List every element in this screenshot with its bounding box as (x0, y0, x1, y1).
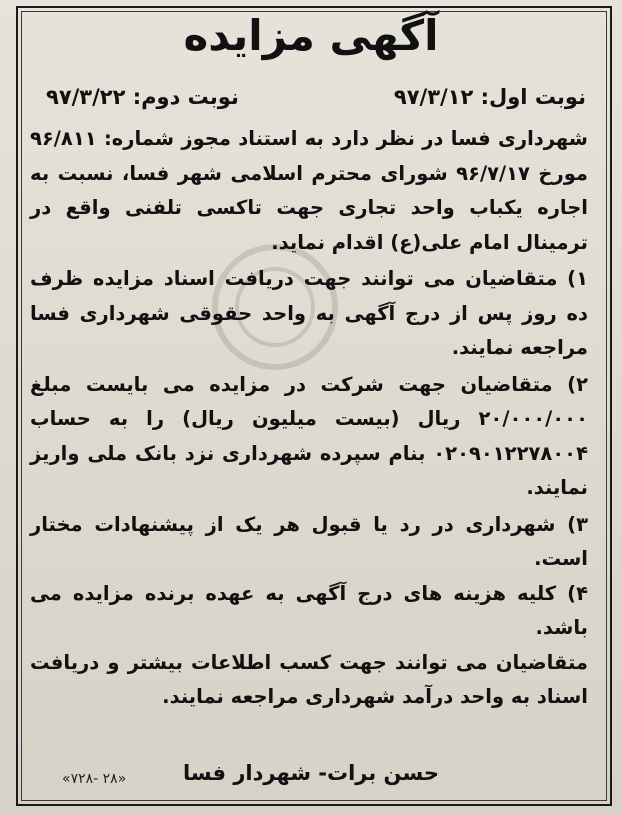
signature: حسن برات- شهردار فسا (183, 761, 439, 785)
notice-body (30, 122, 588, 715)
first-round-date: نوبت اول: ۹۷/۳/۱۲ (393, 85, 586, 109)
clause-3: ۳) شهرداری در رد یا قبول هر یک از پیشنهادات مختار است. (30, 512, 588, 570)
ad-code: «۲۸ -۷۲۸» (62, 771, 127, 787)
clause-1: ۱) متقاضیان می توانند جهت دریافت اسناد مزایده ظرف ده روز پس از درج آگهی به واحد حقوقی شهرداری فسا مراجعه نمایند. (30, 267, 588, 359)
notice-title: آگهی مزایده (183, 11, 439, 60)
second-round-date: نوبت دوم: ۹۷/۳/۲۲ (46, 85, 239, 109)
intro-paragraph: شهرداری فسا در نظر دارد به استناد مجوز شماره: ۹۶/۸۱۱ مورخ ۹۶/۷/۱۷ شورای محترم اسلامی شهر فسا، نسبت به اجاره یکباب واحد تجاری جهت تاکسی تلفنی واقع در ترمینال امام علی(ع) اقدام نماید. (30, 127, 588, 254)
publication-dates (46, 80, 586, 114)
clause-4: ۴) کلیه هزینه های درج آگهی به عهده برنده مزایده می باشد. (30, 581, 588, 639)
closing-paragraph: متقاضیان می توانند جهت کسب اطلاعات بیشتر و دریافت اسناد به واحد درآمد شهرداری مراجعه نمایند. (30, 650, 588, 708)
clause-2: ۲) متقاضیان جهت شرکت در مزایده می بایست مبلغ ۲۰/۰۰۰/۰۰۰ ریال (بیست میلیون ریال) را به حساب ۰۲۰۹۰۱۲۲۷۸۰۰۴ بنام سپرده شهرداری نزد بانک ملی واریز نمایند. (30, 372, 588, 499)
